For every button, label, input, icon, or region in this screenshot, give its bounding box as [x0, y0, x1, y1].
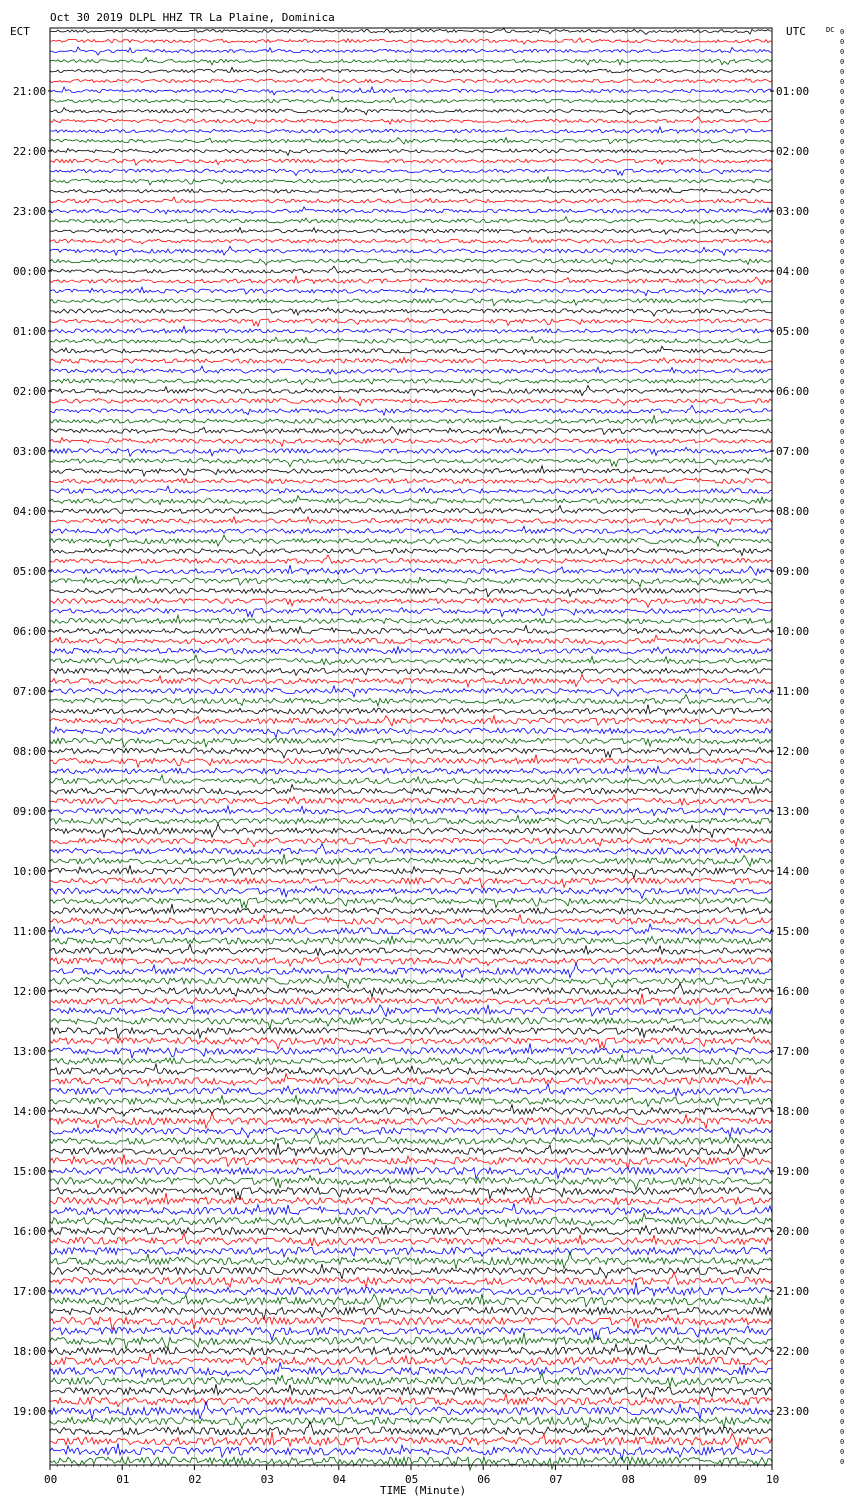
dc-marker: 0: [840, 1058, 845, 1066]
dc-marker: 0: [840, 568, 845, 576]
dc-marker: 0: [840, 1378, 845, 1386]
dc-marker: 0: [840, 398, 845, 406]
dc-marker: 0: [840, 528, 845, 536]
dc-marker: 0: [840, 898, 845, 906]
dc-marker: 0: [840, 418, 845, 426]
dc-marker: 0: [840, 348, 845, 356]
right-hour-label: 10:00: [776, 625, 810, 638]
dc-marker: 0: [840, 1298, 845, 1306]
dc-marker: 0: [840, 248, 845, 256]
x-tick-label: 00: [44, 1473, 58, 1486]
dc-marker: 0: [840, 638, 845, 646]
dc-marker: 0: [840, 1108, 845, 1116]
left-hour-label: 08:00: [13, 745, 47, 758]
x-tick-label: 03: [260, 1473, 274, 1486]
right-hour-label: 18:00: [776, 1105, 810, 1118]
dc-marker: 0: [840, 1048, 845, 1056]
dc-marker: 0: [840, 178, 845, 186]
dc-marker: 0: [840, 1088, 845, 1096]
dc-marker: 0: [840, 728, 845, 736]
dc-marker: 0: [840, 1408, 845, 1416]
left-hour-label: 16:00: [13, 1225, 47, 1238]
dc-marker: 0: [840, 488, 845, 496]
dc-marker: 0: [840, 778, 845, 786]
right-hour-label: 01:00: [776, 85, 810, 98]
dc-marker: 0: [840, 1348, 845, 1356]
right-hour-label: 02:00: [776, 145, 810, 158]
dc-marker: 0: [840, 1018, 845, 1026]
dc-marker: 0: [840, 1258, 845, 1266]
left-hour-label: 10:00: [13, 865, 47, 878]
dc-marker: 0: [840, 1198, 845, 1206]
right-hour-label: 15:00: [776, 925, 810, 938]
dc-marker: 0: [840, 1138, 845, 1146]
right-hour-label: 12:00: [776, 745, 810, 758]
x-tick-label: 08: [621, 1473, 635, 1486]
left-hour-label: 18:00: [13, 1345, 47, 1358]
dc-marker: 0: [840, 998, 845, 1006]
dc-marker: 0: [840, 468, 845, 476]
dc-marker: 0: [840, 1278, 845, 1286]
left-hour-label: 04:00: [13, 505, 47, 518]
dc-marker: 0: [840, 768, 845, 776]
dc-marker: 0: [840, 288, 845, 296]
dc-marker: 0: [840, 838, 845, 846]
dc-marker: 0: [840, 1228, 845, 1236]
dc-marker: 0: [840, 98, 845, 106]
dc-marker: 0: [840, 148, 845, 156]
dc-marker: 0: [840, 628, 845, 636]
dc-marker: 0: [840, 1388, 845, 1396]
dc-marker: 0: [840, 818, 845, 826]
dc-marker: 0: [840, 948, 845, 956]
right-hour-label: 03:00: [776, 205, 810, 218]
dc-marker: 0: [840, 368, 845, 376]
dc-marker: 0: [840, 88, 845, 96]
chart-title: Oct 30 2019 DLPL HHZ TR La Plaine, Dominica: [50, 11, 335, 24]
x-tick-label: 06: [477, 1473, 491, 1486]
left-hour-label: 15:00: [13, 1165, 47, 1178]
dc-marker: 0: [840, 848, 845, 856]
dc-marker: 0: [840, 408, 845, 416]
dc-marker: 0: [840, 1398, 845, 1406]
dc-marker: 0: [840, 868, 845, 876]
dc-marker: 0: [840, 978, 845, 986]
dc-marker: 0: [840, 788, 845, 796]
right-hour-label: 09:00: [776, 565, 810, 578]
x-axis: [44, 1465, 779, 1486]
left-hour-label: 22:00: [13, 145, 47, 158]
dc-marker: 0: [840, 138, 845, 146]
dc-marker: 0: [840, 308, 845, 316]
dc-marker: 0: [840, 858, 845, 866]
dc-marker: 0: [840, 758, 845, 766]
dc-marker: 0: [840, 828, 845, 836]
dc-marker: 0: [840, 1458, 845, 1466]
dc-marker: 0: [840, 1288, 845, 1296]
dc-marker: 0: [840, 28, 845, 36]
dc-marker: 0: [840, 1248, 845, 1256]
right-hour-label: 11:00: [776, 685, 810, 698]
dc-marker: 0: [840, 518, 845, 526]
right-hour-label: 23:00: [776, 1405, 810, 1418]
dc-marker: 0: [840, 748, 845, 756]
right-hour-label: 06:00: [776, 385, 810, 398]
left-hour-label: 13:00: [13, 1045, 47, 1058]
right-hour-label: 14:00: [776, 865, 810, 878]
dc-marker: 0: [840, 1308, 845, 1316]
dc-marker: 0: [840, 558, 845, 566]
dc-marker: 0: [840, 1318, 845, 1326]
dc-label: DC: [826, 26, 835, 34]
dc-marker: 0: [840, 1148, 845, 1156]
dc-marker: 0: [840, 1158, 845, 1166]
right-hour-label: 17:00: [776, 1045, 810, 1058]
x-tick-label: 10: [766, 1473, 780, 1486]
left-hour-label: 09:00: [13, 805, 47, 818]
dc-marker: 0: [840, 1118, 845, 1126]
dc-marker: 0: [840, 658, 845, 666]
x-tick-label: 01: [116, 1473, 130, 1486]
dc-marker-column: [840, 28, 844, 1466]
dc-marker: 0: [840, 118, 845, 126]
dc-marker: 0: [840, 1428, 845, 1436]
dc-marker: 0: [840, 448, 845, 456]
x-tick-label: 07: [549, 1473, 563, 1486]
dc-marker: 0: [840, 598, 845, 606]
dc-marker: 0: [840, 388, 845, 396]
dc-marker: 0: [840, 608, 845, 616]
dc-marker: 0: [840, 338, 845, 346]
x-axis-label: TIME (Minute): [380, 1484, 467, 1497]
right-hour-label: 19:00: [776, 1165, 810, 1178]
left-hour-label: 05:00: [13, 565, 47, 578]
dc-marker: 0: [840, 168, 845, 176]
dc-marker: 0: [840, 668, 845, 676]
left-hour-label: 00:00: [13, 265, 47, 278]
dc-marker: 0: [840, 1008, 845, 1016]
right-hour-label: 05:00: [776, 325, 810, 338]
dc-marker: 0: [840, 328, 845, 336]
dc-marker: 0: [840, 278, 845, 286]
dc-marker: 0: [840, 458, 845, 466]
left-hour-label: 12:00: [13, 985, 47, 998]
left-timezone-label: ECT: [10, 25, 30, 38]
dc-marker: 0: [840, 888, 845, 896]
dc-marker: 0: [840, 1028, 845, 1036]
dc-marker: 0: [840, 378, 845, 386]
dc-marker: 0: [840, 78, 845, 86]
x-tick-label: 04: [332, 1473, 347, 1486]
dc-marker: 0: [840, 1338, 845, 1346]
dc-marker: 0: [840, 968, 845, 976]
dc-marker: 0: [840, 908, 845, 916]
dc-marker: 0: [840, 318, 845, 326]
x-tick-label: 05: [405, 1473, 419, 1486]
dc-marker: 0: [840, 1438, 845, 1446]
dc-marker: 0: [840, 58, 845, 66]
left-hour-label: 23:00: [13, 205, 47, 218]
right-hour-labels: [770, 85, 809, 1418]
dc-marker: 0: [840, 1358, 845, 1366]
dc-marker: 0: [840, 158, 845, 166]
dc-marker: 0: [840, 618, 845, 626]
dc-marker: 0: [840, 1168, 845, 1176]
dc-marker: 0: [840, 538, 845, 546]
dc-marker: 0: [840, 1238, 845, 1246]
dc-marker: 0: [840, 718, 845, 726]
right-hour-label: 04:00: [776, 265, 810, 278]
right-hour-label: 08:00: [776, 505, 810, 518]
dc-marker: 0: [840, 218, 845, 226]
dc-marker: 0: [840, 1368, 845, 1376]
dc-marker: 0: [840, 508, 845, 516]
dc-marker: 0: [840, 808, 845, 816]
right-hour-label: 21:00: [776, 1285, 810, 1298]
dc-marker: 0: [840, 238, 845, 246]
left-hour-label: 01:00: [13, 325, 47, 338]
dc-marker: 0: [840, 698, 845, 706]
right-hour-label: 22:00: [776, 1345, 810, 1358]
dc-marker: 0: [840, 1128, 845, 1136]
dc-marker: 0: [840, 268, 845, 276]
left-hour-label: 07:00: [13, 685, 47, 698]
dc-marker: 0: [840, 678, 845, 686]
dc-marker: 0: [840, 1098, 845, 1106]
dc-marker: 0: [840, 988, 845, 996]
dc-marker: 0: [840, 228, 845, 236]
x-tick-label: 09: [693, 1473, 708, 1486]
dc-marker: 0: [840, 1038, 845, 1046]
dc-marker: 0: [840, 648, 845, 656]
left-hour-label: 06:00: [13, 625, 47, 638]
dc-marker: 0: [840, 128, 845, 136]
dc-marker: 0: [840, 358, 845, 366]
dc-marker: 0: [840, 258, 845, 266]
dc-marker: 0: [840, 918, 845, 926]
dc-marker: 0: [840, 1178, 845, 1186]
x-tick-label: 02: [188, 1473, 202, 1486]
left-hour-label: 02:00: [13, 385, 47, 398]
dc-marker: 0: [840, 928, 845, 936]
dc-marker: 0: [840, 878, 845, 886]
right-hour-label: 07:00: [776, 445, 810, 458]
dc-marker: 0: [840, 108, 845, 116]
dc-marker: 0: [840, 798, 845, 806]
dc-marker: 0: [840, 188, 845, 196]
dc-marker: 0: [840, 1418, 845, 1426]
dc-marker: 0: [840, 38, 845, 46]
dc-marker: 0: [840, 738, 845, 746]
left-hour-label: 19:00: [13, 1405, 47, 1418]
left-hour-label: 14:00: [13, 1105, 47, 1118]
dc-marker: 0: [840, 1068, 845, 1076]
dc-marker: 0: [840, 498, 845, 506]
dc-marker: 0: [840, 478, 845, 486]
left-hour-label: 17:00: [13, 1285, 47, 1298]
dc-marker: 0: [840, 708, 845, 716]
dc-marker: 0: [840, 298, 845, 306]
right-hour-label: 16:00: [776, 985, 810, 998]
dc-marker: 0: [840, 588, 845, 596]
dc-marker: 0: [840, 1328, 845, 1336]
dc-marker: 0: [840, 1188, 845, 1196]
left-hour-label: 21:00: [13, 85, 47, 98]
dc-marker: 0: [840, 438, 845, 446]
dc-marker: 0: [840, 1448, 845, 1456]
dc-marker: 0: [840, 208, 845, 216]
left-hour-label: 11:00: [13, 925, 47, 938]
dc-marker: 0: [840, 578, 845, 586]
dc-marker: 0: [840, 938, 845, 946]
dc-marker: 0: [840, 1208, 845, 1216]
left-hour-labels: [13, 85, 52, 1418]
dc-marker: 0: [840, 198, 845, 206]
right-hour-label: 20:00: [776, 1225, 810, 1238]
dc-marker: 0: [840, 428, 845, 436]
dc-marker: 0: [840, 548, 845, 556]
dc-marker: 0: [840, 688, 845, 696]
dc-marker: 0: [840, 1078, 845, 1086]
right-hour-label: 13:00: [776, 805, 810, 818]
dc-marker: 0: [840, 1268, 845, 1276]
dc-marker: 0: [840, 68, 845, 76]
right-timezone-label: UTC: [786, 25, 806, 38]
left-hour-label: 03:00: [13, 445, 47, 458]
dc-marker: 0: [840, 48, 845, 56]
dc-marker: 0: [840, 958, 845, 966]
dc-marker: 0: [840, 1218, 845, 1226]
